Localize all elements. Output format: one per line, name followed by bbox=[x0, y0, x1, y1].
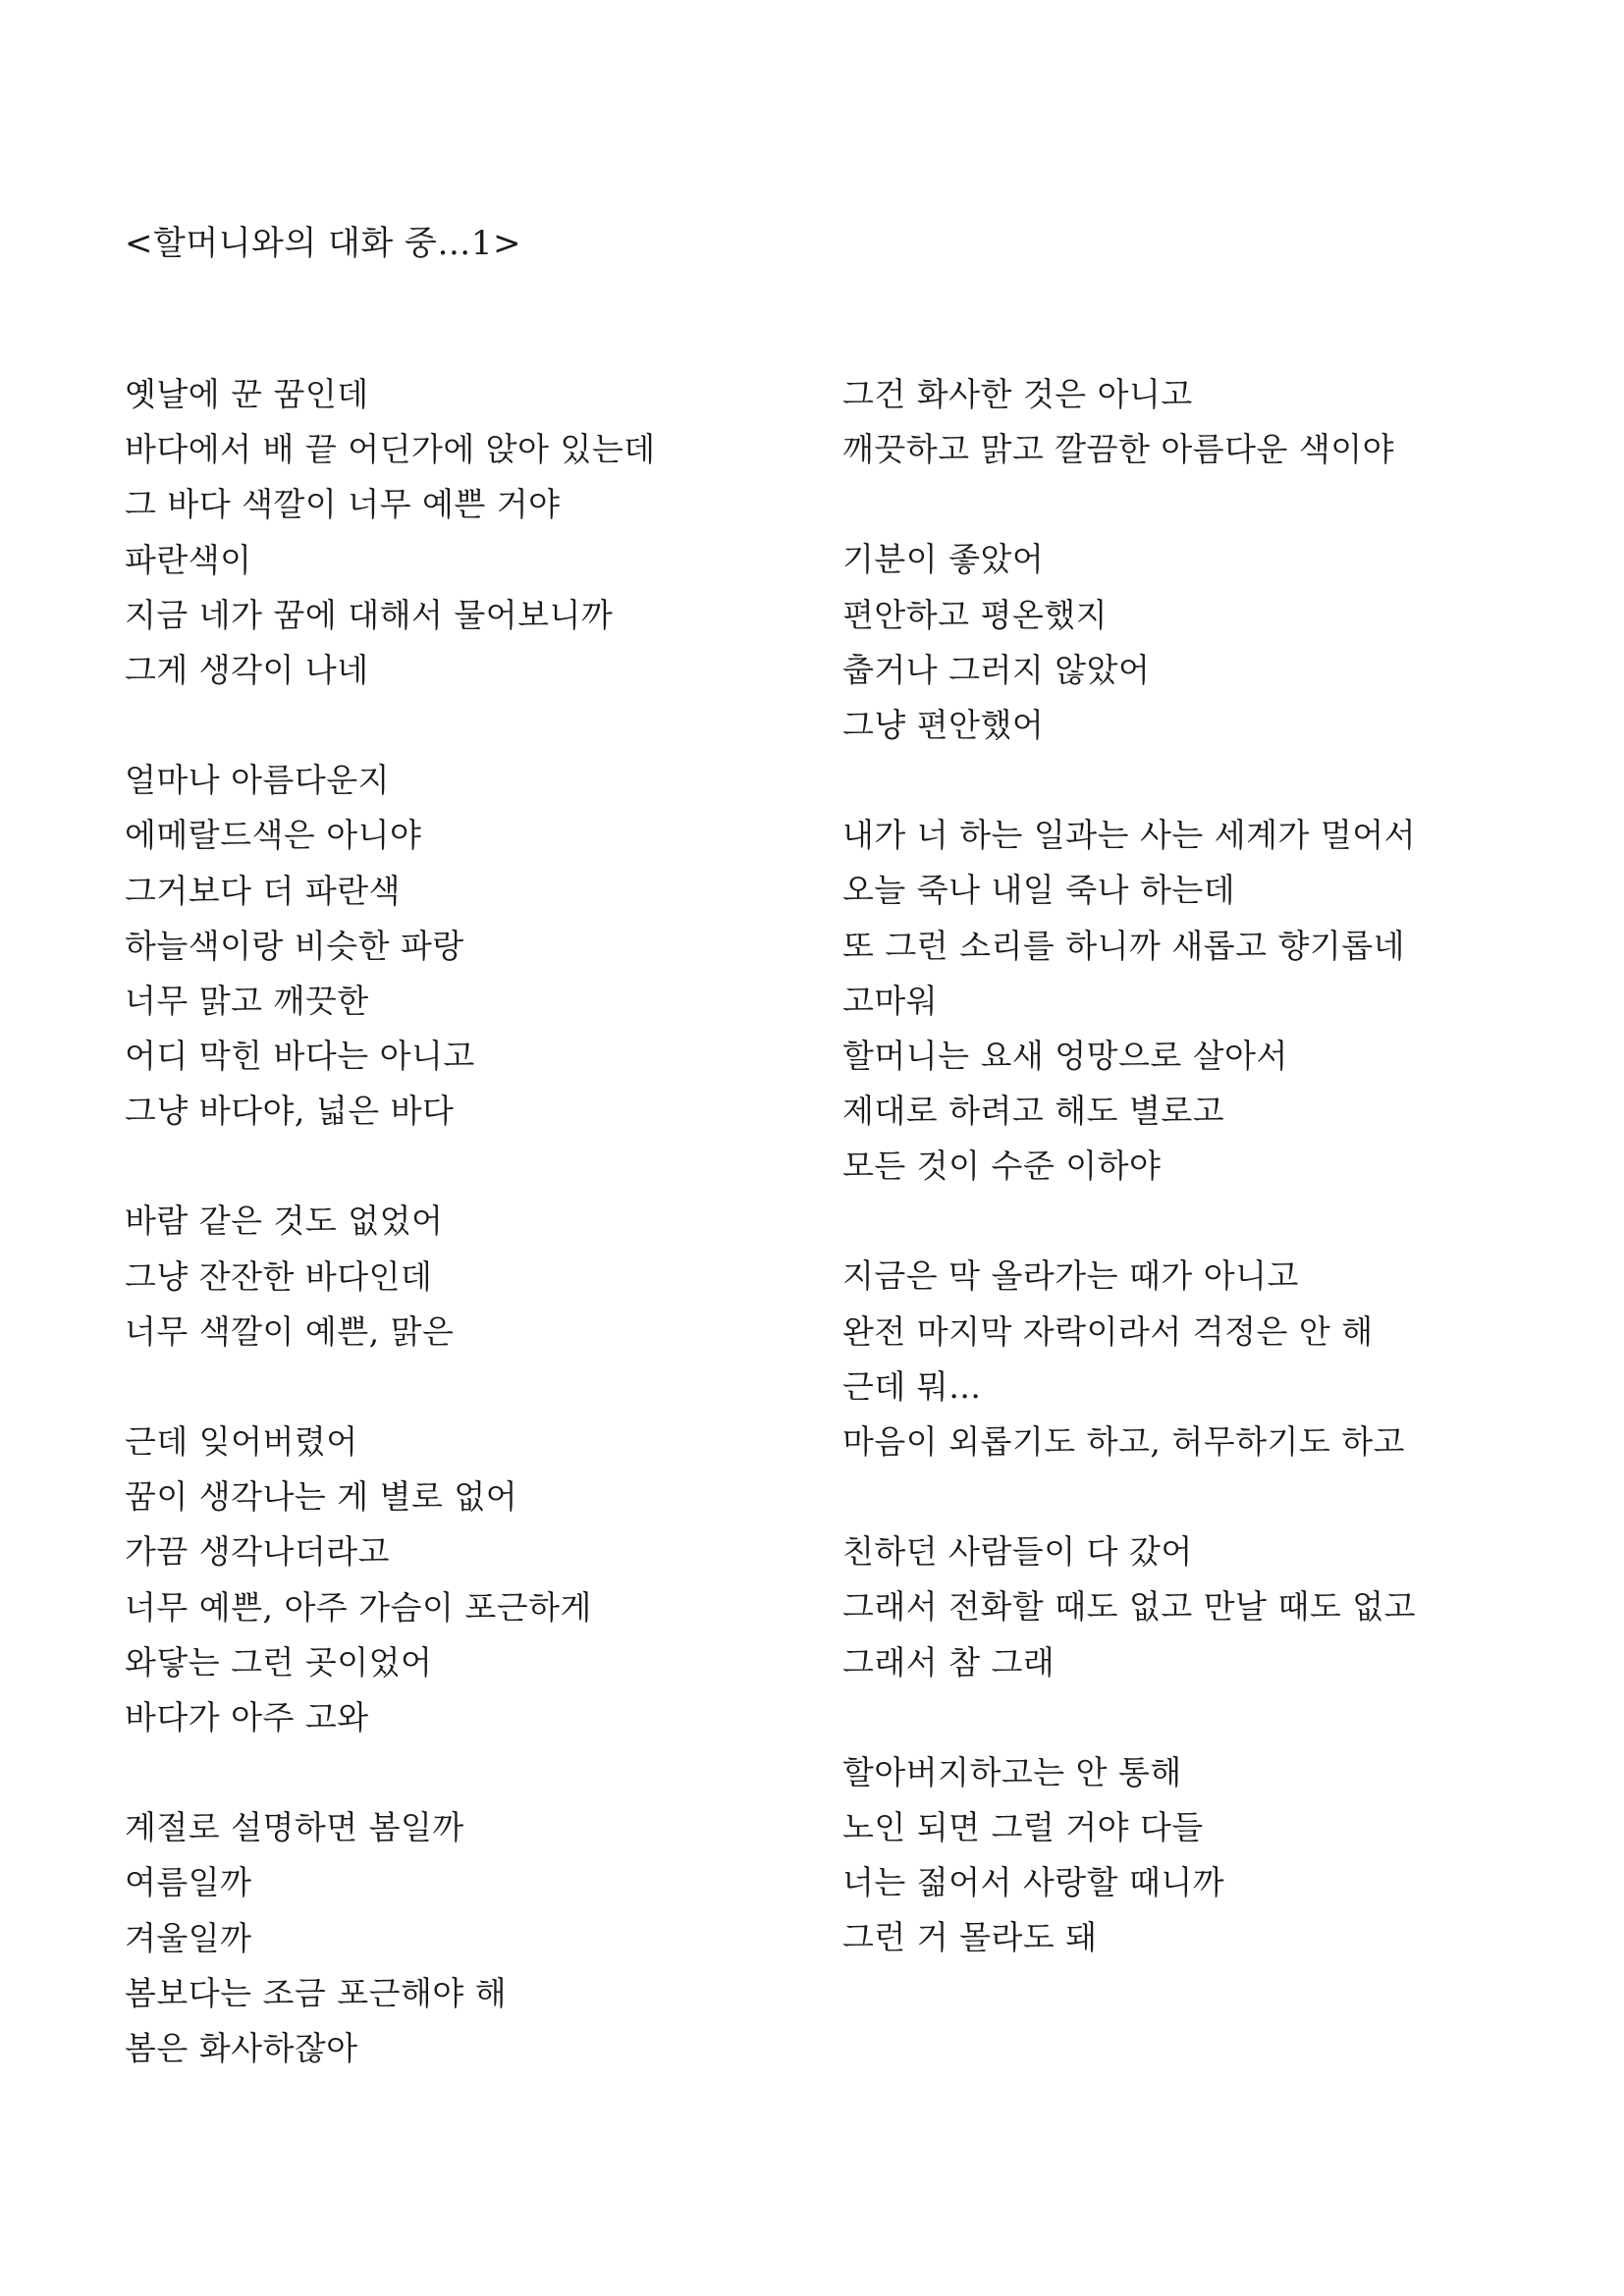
poem-line: 마음이 외롭기도 하고, 허무하기도 하고 bbox=[842, 1422, 1405, 1461]
poem-line: 노인 되면 그럴 거야 다들 bbox=[842, 1807, 1204, 1846]
poem-line: 할아버지하고는 안 통해 bbox=[842, 1752, 1182, 1791]
poem-line: 할머니는 요새 엉망으로 살아서 bbox=[842, 1036, 1288, 1075]
poem-line: 친하던 사람들이 다 갔어 bbox=[842, 1532, 1193, 1572]
poem-line: 그냥 잔잔한 바다인데 bbox=[125, 1256, 433, 1296]
poem-line: 하늘색이랑 비슷한 파랑 bbox=[125, 926, 464, 965]
poem-line: 계절로 설명하면 봄일까 bbox=[125, 1808, 464, 1847]
poem-line: 춥거나 그러지 않았어 bbox=[842, 650, 1151, 689]
stanza bbox=[842, 1524, 1471, 1690]
poem-line: 완전 마지막 자락이라서 걱정은 안 해 bbox=[842, 1311, 1374, 1351]
poem-line: 깨끗하고 맑고 깔끔한 아름다운 색이야 bbox=[842, 430, 1395, 469]
poem-line: 와닿는 그런 곳이었어 bbox=[125, 1642, 433, 1682]
poem-line: 근데 뭐… bbox=[842, 1366, 982, 1406]
poem-line: 너무 색깔이 예쁜, 맑은 bbox=[125, 1311, 455, 1351]
poem-line: 그래서 참 그래 bbox=[842, 1642, 1056, 1682]
poem-line: 지금 네가 꿈에 대해서 물어보니까 bbox=[125, 595, 614, 634]
stanza bbox=[842, 1745, 1471, 1966]
poem-line: 그냥 바다야, 넓은 바다 bbox=[125, 1092, 455, 1131]
poem-line: 바다에서 배 끝 어딘가에 앉아 있는데 bbox=[125, 430, 656, 469]
poem-line: 옛날에 꾼 꿈인데 bbox=[125, 375, 369, 413]
stanza bbox=[842, 1249, 1471, 1469]
poem-line: 바다가 아주 고와 bbox=[125, 1697, 369, 1736]
poem-line: 그건 화사한 것은 아니고 bbox=[842, 375, 1193, 413]
poem-line: 여름일까 bbox=[125, 1863, 252, 1902]
poem-line: 그래서 전화할 때도 없고 만날 때도 없고 bbox=[842, 1587, 1416, 1627]
poem-line: 그게 생각이 나네 bbox=[125, 650, 369, 689]
left-column bbox=[125, 367, 753, 2131]
poem-line: 기분이 좋았어 bbox=[842, 540, 1045, 579]
poem-line: 봄보다는 조금 포근해야 해 bbox=[125, 1973, 508, 2012]
poem-line: 그 바다 색깔이 너무 예쁜 거야 bbox=[125, 485, 561, 524]
stanza bbox=[125, 1415, 753, 1745]
poem-line: 고마워 bbox=[842, 981, 939, 1020]
right-column bbox=[842, 367, 1471, 2021]
stanza bbox=[842, 808, 1471, 1194]
poem-line: 너는 젊어서 사랑할 때니까 bbox=[842, 1863, 1225, 1902]
poem-line: 또 그런 소리를 하니까 새롭고 향기롭네 bbox=[842, 926, 1405, 965]
poem-line: 꿈이 생각나는 게 별로 없어 bbox=[125, 1477, 518, 1517]
page-title: <할머니와의 대화 중…1> bbox=[125, 224, 521, 263]
poem-line: 그냥 편안했어 bbox=[842, 705, 1045, 744]
poem-line: 지금은 막 올라가는 때가 아니고 bbox=[842, 1256, 1299, 1296]
poem-line: 모든 것이 수준 이하야 bbox=[842, 1147, 1162, 1186]
poem-line: 오늘 죽나 내일 죽나 하는데 bbox=[842, 871, 1236, 910]
stanza bbox=[842, 367, 1471, 477]
poem-line: 내가 너 하는 일과는 사는 세계가 멀어서 bbox=[842, 816, 1416, 855]
poem-line: 너무 예쁜, 아주 가슴이 포근하게 bbox=[125, 1587, 592, 1627]
stanza bbox=[125, 1194, 753, 1360]
poem-line: 봄은 화사하잖아 bbox=[125, 2028, 358, 2067]
poem-line: 겨울일까 bbox=[125, 1918, 252, 1957]
poem-line: 제대로 하려고 해도 별로고 bbox=[842, 1092, 1225, 1131]
poem-line: 그거보다 더 파란색 bbox=[125, 871, 402, 910]
poem-line: 파란색이 bbox=[125, 540, 252, 579]
poem-line: 너무 맑고 깨끗한 bbox=[125, 981, 369, 1020]
poem-line: 얼마나 아름다운지 bbox=[125, 761, 391, 800]
stanza bbox=[125, 753, 753, 1139]
poem-line: 근데 잊어버렸어 bbox=[125, 1422, 358, 1461]
poem-line: 편안하고 평온했지 bbox=[842, 595, 1109, 634]
poem-line: 어디 막힌 바다는 아니고 bbox=[125, 1037, 475, 1076]
stanza bbox=[125, 1800, 753, 2076]
poem-line: 가끔 생각나더라고 bbox=[125, 1532, 391, 1572]
poem-line: 에메랄드색은 아니야 bbox=[125, 816, 422, 855]
stanza bbox=[842, 532, 1471, 753]
poem-line: 그런 거 몰라도 돼 bbox=[842, 1918, 1098, 1957]
stanza bbox=[125, 367, 753, 698]
poem-line: 바람 같은 것도 없었어 bbox=[125, 1201, 444, 1241]
